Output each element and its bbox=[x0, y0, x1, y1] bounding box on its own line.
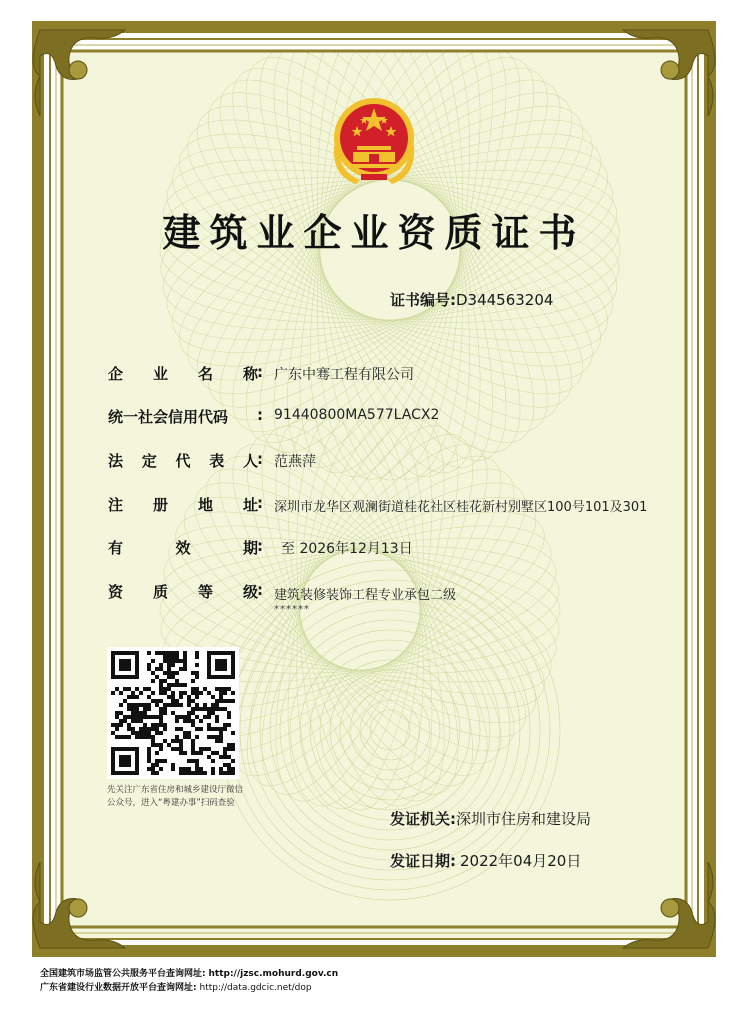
national-url-link[interactable]: http://jzsc.mohurd.gov.cn bbox=[208, 969, 339, 979]
colon: : bbox=[257, 406, 263, 424]
legal-rep-value: 范燕萍 bbox=[274, 454, 316, 470]
credit-code-label: 统一社会信用代码 bbox=[108, 408, 229, 426]
legal-rep-label: 法 定 代 表 人 bbox=[108, 452, 258, 470]
footer-provincial: 广东省建设行业数据开放平台查询网址: http://data.gdcic.net/dop bbox=[40, 983, 312, 993]
issue-date-label: 发证日期: bbox=[390, 852, 456, 870]
footer-national: 全国建筑市场监管公共服务平台查询网址: http://jzsc.mohurd.gov.cn bbox=[40, 969, 339, 979]
colon: : bbox=[257, 363, 263, 381]
national-emblem-icon bbox=[331, 94, 417, 186]
corner-ornament-bl bbox=[33, 862, 125, 948]
verification-qr-code[interactable] bbox=[107, 647, 239, 779]
credit-code-value: 91440800MA577LACX2 bbox=[274, 407, 440, 423]
provincial-url-link[interactable]: http://data.gdcic.net/dop bbox=[199, 983, 312, 993]
grade-value: 建筑装修装饰工程专业承包二级 bbox=[274, 588, 457, 603]
colon: : bbox=[257, 537, 263, 555]
colon: : bbox=[257, 494, 263, 512]
issuing-authority-value: 深圳市住房和建设局 bbox=[456, 810, 592, 828]
corner-ornament-tr bbox=[623, 30, 715, 116]
address-value: 深圳市龙华区观澜街道桂花社区桂花新村别墅区100号101及301 bbox=[274, 500, 648, 515]
validity-value: 至 2026年12月13日 bbox=[281, 541, 413, 557]
issuing-authority bbox=[390, 808, 591, 829]
corner-ornament-br bbox=[623, 862, 715, 948]
corner-ornament-tl bbox=[33, 30, 125, 116]
certificate-number-value: D344563204 bbox=[456, 291, 554, 309]
issuing-authority-label: 发证机关: bbox=[390, 810, 456, 828]
issue-date-value: 2022年04月20日 bbox=[460, 852, 582, 870]
grade-extra: ****** bbox=[274, 604, 310, 615]
certificate-number bbox=[390, 289, 553, 310]
certificate-title: 建筑业企业资质证书 bbox=[162, 211, 586, 255]
certificate-number-label: 证书编号: bbox=[390, 291, 456, 309]
issue-date bbox=[390, 850, 581, 871]
grade-label: 资 质 等 级 bbox=[108, 583, 258, 601]
colon: : bbox=[257, 450, 263, 468]
colon: : bbox=[257, 581, 263, 599]
qr-caption: 先关注广东省住房和城乡建设厅微信公众号，进入“粤建办事”扫码查验 bbox=[107, 785, 244, 808]
company-name-label: 企 业 名 称 bbox=[108, 365, 258, 383]
address-label: 注 册 地 址 bbox=[108, 496, 258, 514]
company-name-value: 广东中骞工程有限公司 bbox=[274, 367, 414, 383]
validity-label: 有 效 期 bbox=[108, 539, 258, 557]
